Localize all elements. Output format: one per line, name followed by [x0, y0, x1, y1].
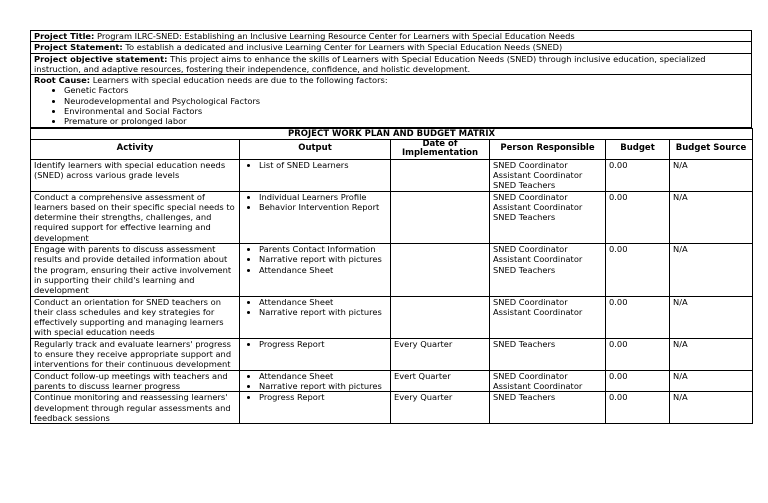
root-cause-label: Root Cause:: [34, 75, 91, 86]
person-cell: [490, 370, 606, 392]
budget-source-cell: N/A: [670, 338, 753, 370]
root-cause-factor: • Neurodevelopmental and Psychological Factors: [64, 96, 748, 106]
budget-source-cell: N/A: [670, 244, 753, 296]
root-cause-factor-list: [34, 85, 748, 126]
output-item: • Individual Learners Profile: [259, 192, 387, 202]
date-cell: [391, 191, 490, 243]
budget-source-cell: N/A: [670, 296, 753, 338]
output-cell: [240, 370, 391, 392]
output-item: • Narrative report with pictures: [259, 381, 387, 391]
root-cause-text: Learners with special education needs are due to the following factors:: [92, 75, 388, 86]
person-item: SNED Coordinator: [493, 296, 568, 307]
activity-cell: Conduct an orientation for SNED teachers on their class schedules and key strategies for effectively supporting and managing learners with special education needs: [31, 296, 240, 338]
person-item: SNED Teachers: [493, 212, 556, 223]
date-cell: [391, 159, 490, 191]
person-cell: [490, 296, 606, 338]
project-header-table: [30, 30, 752, 128]
column-header-row: [31, 139, 753, 159]
person-item: SNED Teachers: [493, 392, 556, 403]
person-cell: [490, 338, 606, 370]
project-objective-row: [31, 53, 752, 75]
date-cell: Evert Quarter: [391, 370, 490, 392]
output-item: • Narrative report with pictures: [259, 254, 387, 264]
output-cell: [240, 191, 391, 243]
output-cell: [240, 159, 391, 191]
output-item: • List of SNED Learners: [259, 160, 387, 170]
project-title-label: Project Title:: [34, 31, 95, 41]
activity-cell: Conduct follow-up meetings with teachers and parents to discuss learner progress: [31, 370, 240, 392]
table-row: [31, 338, 753, 370]
person-cell: [490, 392, 606, 424]
activity-cell: Regularly track and evaluate learners' progress to ensure they receive appropriate support and interventions for their continuous development: [31, 338, 240, 370]
column-header-output: Output: [240, 139, 391, 159]
output-cell: [240, 244, 391, 296]
date-cell: [391, 296, 490, 338]
output-item: • Attendance Sheet: [259, 371, 387, 381]
table-row: [31, 244, 753, 296]
person-cell: [490, 191, 606, 243]
person-item: SNED Teachers: [493, 264, 556, 275]
output-item: • Attendance Sheet: [259, 265, 387, 275]
root-cause-factor: • Environmental and Social Factors: [64, 106, 748, 116]
person-item: Assistant Coordinator: [493, 254, 583, 265]
budget-cell: 0.00: [606, 338, 670, 370]
matrix-title: PROJECT WORK PLAN AND BUDGET MATRIX: [31, 128, 753, 139]
output-cell: [240, 392, 391, 424]
root-cause-factor: • Genetic Factors: [64, 85, 748, 95]
activity-cell: Conduct a comprehensive assessment of learners based on their specific special needs to determine their strengths, challenges, and required support for effective learning and development: [31, 191, 240, 243]
person-item: Assistant Coordinator: [493, 306, 583, 317]
project-statement-row: [31, 42, 752, 53]
work-plan-table: [30, 128, 753, 424]
matrix-title-row: [31, 128, 753, 139]
project-statement-label: Project Statement:: [34, 42, 123, 53]
budget-cell: 0.00: [606, 191, 670, 243]
table-row: [31, 370, 753, 392]
table-row: [31, 159, 753, 191]
column-header-person: Person Responsible: [490, 139, 606, 159]
column-header-budget-source: Budget Source: [670, 139, 753, 159]
budget-source-cell: N/A: [670, 159, 753, 191]
person-item: SNED Coordinator: [493, 244, 568, 255]
output-cell: [240, 338, 391, 370]
person-item: SNED Coordinator: [493, 370, 568, 381]
budget-cell: 0.00: [606, 244, 670, 296]
budget-cell: 0.00: [606, 370, 670, 392]
budget-cell: 0.00: [606, 296, 670, 338]
person-cell: [490, 159, 606, 191]
activity-cell: Identify learners with special education needs (SNED) across various grade levels: [31, 159, 240, 191]
output-cell: [240, 296, 391, 338]
project-title-text: Program ILRC-SNED: Establishing an Inclusive Learning Resource Center for Learners with Special Education Needs: [97, 31, 575, 41]
person-cell: [490, 244, 606, 296]
output-item: • Progress Report: [259, 392, 387, 402]
budget-source-cell: N/A: [670, 191, 753, 243]
person-item: Assistant Coordinator: [493, 201, 583, 212]
document-page: [30, 30, 752, 424]
column-header-activity: Activity: [31, 139, 240, 159]
date-cell: Every Quarter: [391, 338, 490, 370]
table-row: [31, 296, 753, 338]
budget-source-cell: N/A: [670, 392, 753, 424]
person-item: SNED Coordinator: [493, 191, 568, 202]
activity-cell: Engage with parents to discuss assessment results and provide detailed information about the program, ensuring their active involvement in supporting their child's learning and development: [31, 244, 240, 296]
column-header-budget: Budget: [606, 139, 670, 159]
column-header-date: Date of Implementation: [391, 139, 490, 159]
table-row: [31, 392, 753, 424]
person-item: SNED Teachers: [493, 338, 556, 349]
root-cause-factor: • Premature or prolonged labor: [64, 116, 748, 126]
output-item: • Attendance Sheet: [259, 297, 387, 307]
budget-cell: 0.00: [606, 392, 670, 424]
activity-cell: Continue monitoring and reassessing learners' development through regular assessments and feedback sessions: [31, 392, 240, 424]
budget-source-cell: N/A: [670, 370, 753, 392]
budget-cell: 0.00: [606, 159, 670, 191]
person-item: SNED Coordinator: [493, 159, 568, 170]
project-statement-text: To establish a dedicated and inclusive Learning Center for Learners with Special Education Needs (SNED): [125, 42, 563, 53]
output-item: • Behavior Intervention Report: [259, 202, 387, 212]
root-cause-row: [31, 75, 752, 127]
output-item: • Parents Contact Information: [259, 244, 387, 254]
person-item: SNED Teachers: [493, 180, 556, 191]
person-item: Assistant Coordinator: [493, 380, 583, 391]
person-item: Assistant Coordinator: [493, 169, 583, 180]
project-objective-label: Project objective statement:: [34, 53, 168, 64]
table-row: [31, 191, 753, 243]
output-item: • Narrative report with pictures: [259, 307, 387, 317]
date-cell: [391, 244, 490, 296]
project-objective-text: This project aims to enhance the skills of Learners with Special Education Needs (SNED) through inclusive education, specialized instruction, and adaptive resources, fostering their independence, confidence, and holistic development.: [34, 53, 706, 74]
project-title-row: [31, 31, 752, 42]
date-cell: Every Quarter: [391, 392, 490, 424]
output-item: • Progress Report: [259, 339, 387, 349]
